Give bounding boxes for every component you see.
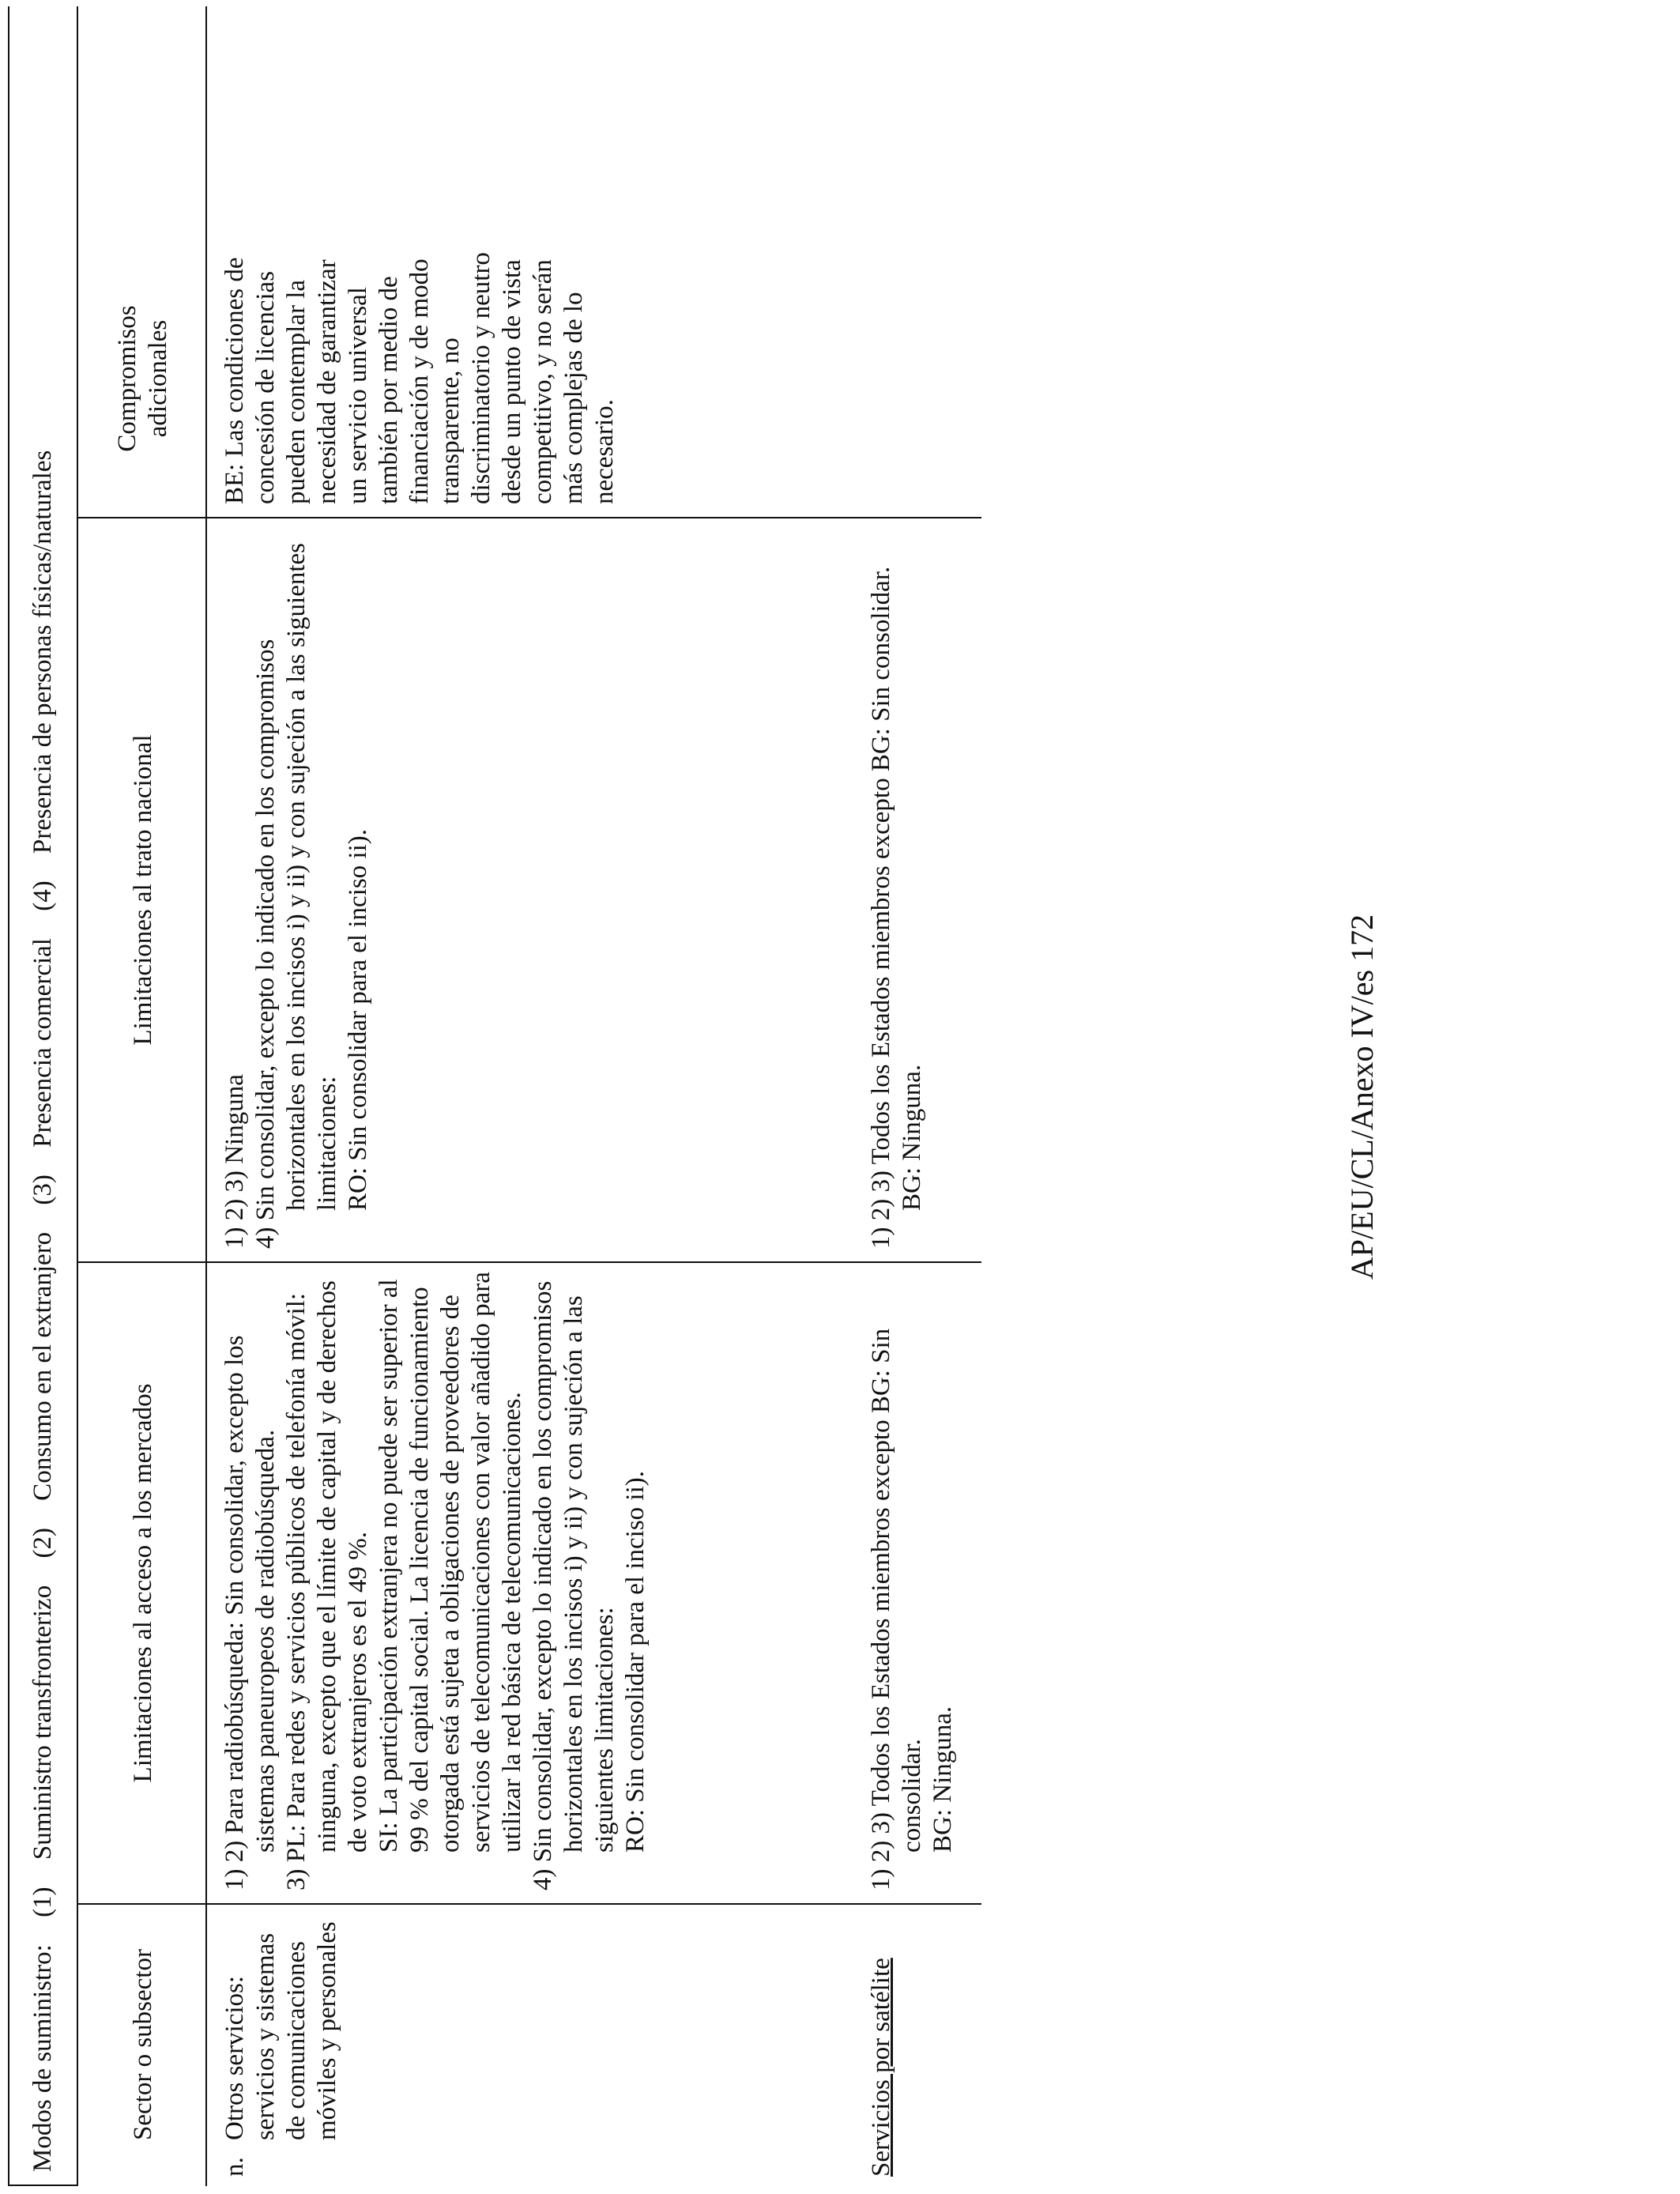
row1-additional-commitments [220, 248, 620, 504]
row2-sector [866, 1911, 897, 2177]
mode-2-label: Consumo en el extranjero [28, 1231, 57, 1501]
mode-1-number: (1) [28, 1887, 57, 1917]
mode-1-label: Suministro transfronterizo [28, 1585, 57, 1860]
row1-market-para-1: 1) 2) Para radiobúsqueda: Sin consolidar, excepto los sistemas paneuropeos de radiobúsqueda. [220, 1335, 280, 1891]
row1-market-para-4: 4) Sin consolidar, excepto lo indicado en los compromisos horizontales en los incisos i) y ii) y con sujeción a las siguientes limitaciones: [529, 1280, 619, 1891]
header-sector [81, 1905, 205, 2185]
header-sector-text: Sector o subsector [128, 1949, 157, 2140]
column-rule-2 [77, 1261, 981, 1263]
row1-sector-number: n. [220, 2157, 249, 2177]
row1-national-para-3: RO: Sin consolidar para el inciso ii). [344, 829, 372, 1211]
modes-separator [77, 6, 78, 2186]
table-top-border [8, 6, 9, 2186]
table-left-border [8, 2185, 78, 2186]
row1-market-para-2: 3) PL: Para redes y servicios públicos de telefonía móvil: ninguna, excepto que el límite de capital y de derechos de voto extranjeros es el 49 %. [282, 1280, 372, 1891]
mode-3-label: Presencia comercial [28, 938, 57, 1148]
modes-label: Modos de suministro: [28, 1944, 57, 2172]
mode-2-number: (2) [28, 1528, 57, 1559]
row2-sector-text: Servicios por satélite [867, 1958, 895, 2177]
row2-market-para-2: BG: Ninguna. [929, 1706, 957, 1853]
row1-national-para-2: 4) Sin consolidar, excepto lo indicado en los compromisos horizontales en los incisos i) y ii) y con sujeción a las siguientes limitaciones: [251, 543, 341, 1249]
header-additional-line2: adicionales [144, 319, 172, 438]
page-footer-reference: AP/EU/CL/Anexo IV/es 172 [1344, 914, 1380, 1280]
header-market-text: Limitaciones al acceso a los mercados [128, 1383, 157, 1783]
mode-4-number: (4) [28, 880, 57, 911]
row2-market-access [866, 1271, 959, 1891]
mode-3-number: (3) [28, 1174, 57, 1205]
row2-market-para-1: 1) 2) 3) Todos los Estados miembros excepto BG: Sin consolidar. [867, 1328, 926, 1891]
row1-market-para-5: RO: Sin consolidar para el inciso ii). [621, 1471, 650, 1853]
header-market-access [81, 1263, 205, 1903]
header-additional [81, 240, 205, 517]
header-additional-line1: Compromisos [113, 305, 142, 452]
row1-market-access [220, 1271, 651, 1891]
column-rule-1 [77, 1903, 981, 1905]
row1-sector-text: Otros servicios: servicios y sistemas de comunicaciones móviles y personales [220, 1921, 341, 2140]
row2-national-para-2: BG: Ninguna. [898, 1064, 926, 1211]
row1-national-treatment [220, 526, 374, 1249]
row2-national-treatment [866, 526, 928, 1249]
mode-4-label: Presencia de personas físicas/naturales [28, 450, 57, 854]
supply-modes-line [28, 430, 58, 2172]
header-separator [205, 6, 207, 2186]
column-rule-3 [77, 517, 981, 518]
header-national-text: Limitaciones al trato nacional [128, 734, 157, 1046]
row1-national-para-1: 1) 2) 3) Ninguna [220, 1074, 249, 1249]
row2-national-para-1: 1) 2) 3) Todos los Estados miembros excepto BG: Sin consolidar. [867, 566, 895, 1249]
header-national-treatment [81, 518, 205, 1261]
row1-additional-text: BE: Las condiciones de concesión de licencias pueden contemplar la necesidad de garantizar un servicio universal también por medio de financiación y de modo transparente, no discriminatorio y neutro desde un punto de vista competitivo, y no serán más complejas de lo necesario. [220, 252, 619, 504]
row1-sector [220, 1911, 343, 2177]
row1-market-para-3: SI: La participación extranjera no puede ser superior al 99 % del capital social. La licencia de funcionamiento otorgada está sujeta a obligaciones de proveedores de servicios de telecomunicaciones con valor añadido para utilizar la red básica de telecomunicaciones. [375, 1272, 526, 1853]
